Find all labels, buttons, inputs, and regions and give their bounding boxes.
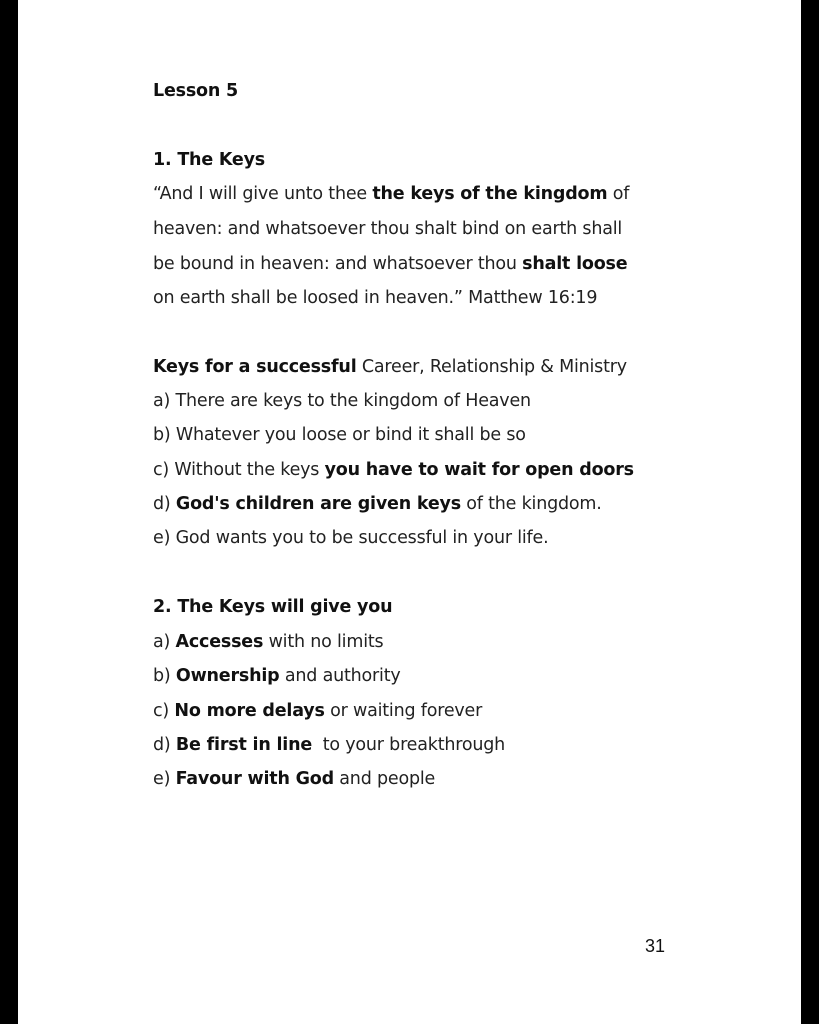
quote-text: “And I will give unto thee xyxy=(153,184,373,204)
list-emphasis: Ownership xyxy=(175,666,280,686)
quote-text: of xyxy=(607,184,630,204)
list-text: There are keys to the kingdom of Heaven xyxy=(175,391,531,411)
keys-heading-bold: Keys for a successful xyxy=(153,357,357,377)
list-item xyxy=(153,492,602,516)
list-text: Without the keys xyxy=(174,460,325,480)
quote-line-4 xyxy=(153,286,597,310)
list-marker: e) xyxy=(153,769,176,789)
list-emphasis: Be first in line xyxy=(175,735,312,755)
quote-line-3 xyxy=(153,252,627,276)
keys-heading-rest: Career, Relationship & Ministry xyxy=(356,357,627,377)
list-text: and authority xyxy=(279,666,401,686)
list-emphasis: God's children are given keys xyxy=(175,494,461,514)
list-emphasis: No more delays xyxy=(174,701,325,721)
list-text: to your breakthrough xyxy=(312,735,506,755)
list-marker: d) xyxy=(153,735,176,755)
quote-emphasis: shalt loose xyxy=(522,254,628,274)
list-item xyxy=(153,630,383,654)
list-item xyxy=(153,733,505,757)
list-emphasis: Accesses xyxy=(175,632,264,652)
list-marker: c) xyxy=(153,701,175,721)
list-item xyxy=(153,699,482,723)
list-marker: a) xyxy=(153,632,176,652)
list-item xyxy=(153,767,435,791)
document-page xyxy=(18,0,801,1024)
list-marker: b) xyxy=(153,425,176,445)
section2-heading: 2. The Keys will give you xyxy=(153,597,393,617)
list-marker: a) xyxy=(153,391,176,411)
list-emphasis: Favour with God xyxy=(175,769,334,789)
list-marker: b) xyxy=(153,666,176,686)
page-number: 31 xyxy=(645,936,666,956)
list-text: Whatever you loose or bind it shall be so xyxy=(175,425,526,445)
quote-line-1 xyxy=(153,182,629,206)
keys-list-heading xyxy=(153,355,627,379)
list-emphasis: you have to wait for open doors xyxy=(324,460,634,480)
quote-text: heaven: and whatsoever thou shalt bind on earth shall xyxy=(153,219,623,239)
list-text: God wants you to be successful in your life. xyxy=(175,528,549,548)
list-marker: d) xyxy=(153,494,176,514)
list-text: and people xyxy=(333,769,436,789)
quote-emphasis: the keys of the kingdom xyxy=(372,184,608,204)
list-text: with no limits xyxy=(263,632,384,652)
list-marker: c) xyxy=(153,460,175,480)
quote-line-2 xyxy=(153,217,622,241)
list-item xyxy=(153,423,526,447)
quote-text: on earth shall be loosed in heaven.” Matthew 16:19 xyxy=(153,288,598,308)
list-item xyxy=(153,389,531,413)
list-item xyxy=(153,458,634,482)
section1-heading: 1. The Keys xyxy=(153,150,266,170)
lesson-title: Lesson 5 xyxy=(153,81,239,101)
list-marker: e) xyxy=(153,528,176,548)
list-item xyxy=(153,664,401,688)
list-item xyxy=(153,526,548,550)
list-text: or waiting forever xyxy=(324,701,483,721)
list-text: of the kingdom. xyxy=(460,494,602,514)
quote-text: be bound in heaven: and whatsoever thou xyxy=(153,254,523,274)
